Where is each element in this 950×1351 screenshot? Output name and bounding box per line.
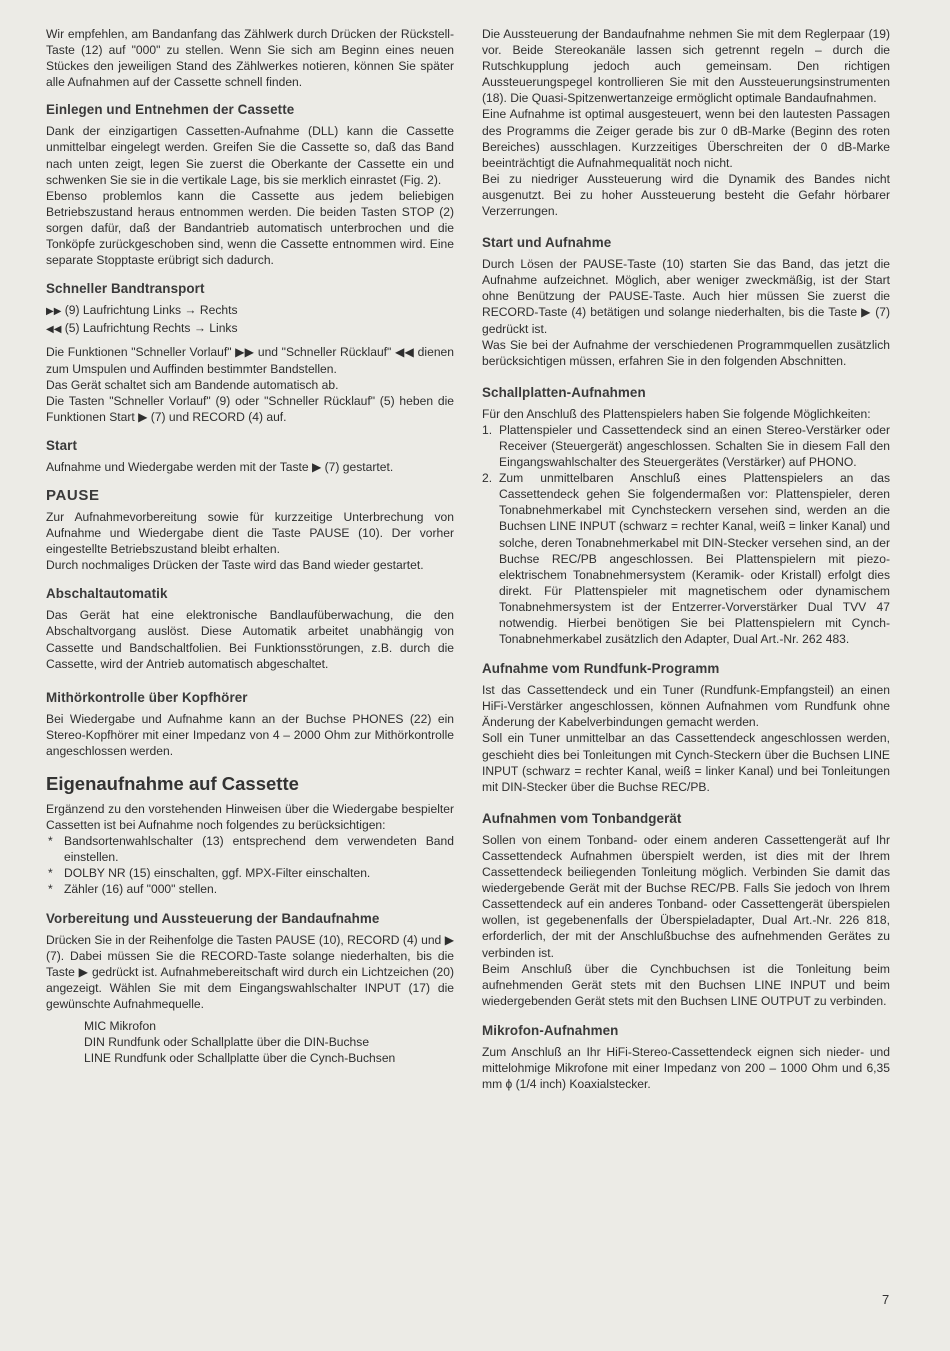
page-number: 7	[882, 1292, 890, 1307]
rewind-icon: ◀◀	[46, 324, 62, 336]
bandtransport-paragraph-2: Das Gerät schaltet sich am Bandende automatisch ab.	[46, 377, 339, 392]
heading-schallplatten: Schallplatten-Aufnahmen	[482, 384, 646, 400]
einlegen-paragraph-1: Dank der einzigartigen Cassetten-Aufnahme (DLL) kann die Cassette unmittelbar eingelegt werden. Greifen Sie die Cassette so, daß das Band nach unten zeigt, legen Sie zuerst die Oberkante der Cassette ein und schwenken Sie sie in die vertikale Lage, bis sie merklich einrastet (Fig. 2).	[46, 124, 454, 187]
transport-list	[46, 302, 454, 338]
list-item: 1. Plattenspieler und Cassettendeck sind an einen Stereo-Verstärker oder Receiver (Steuergerät) angeschlossen. Schalten Sie in diesem Fall den Eingangswahlschalter des Steuergerätes (Verstärker) auf PHONO.	[482, 422, 890, 470]
list-item: * Zähler (16) auf "000" stellen.	[48, 882, 218, 897]
einlegen-paragraph-2: Ebenso problemlos kann die Cassette aus jedem beliebigen Betriebszustand heraus entnommen werden. Die beiden Tasten STOP (2) sorgen dafür, daß der Bandantrieb automatisch unterbrochen und die Tonköpfe zurückgeschoben sind, wenn die Cassette entnommen wird. Eine separate Stopptaste erübrigt sich dadurch.	[46, 188, 454, 268]
eigenaufnahme-paragraph: Ergänzend zu den vorstehenden Hinweisen über die Wiedergabe bespielter Cassetten ist bei Aufnahme noch folgendes zu berücksichtigen:	[46, 802, 454, 833]
fast-forward-item	[46, 302, 454, 320]
input-source-item: DIN Rundfunk oder Schallplatte über die DIN-Buchse	[84, 1035, 370, 1050]
rewind-text: (5) Laufrichtung Rechts → Links	[64, 321, 238, 336]
heading-mikrofon: Mikrofon-Aufnahmen	[482, 1022, 619, 1038]
intro-paragraph: Wir empfehlen, am Bandanfang das Zählwerk durch Drücken der Rückstell-Taste (12) auf "000" zu stellen. Wenn Sie sich am Beginn eines neuen Stückes den jeweiligen Stand des Zählwerkes notieren, können Sie später alle Aufnahmen auf der Cassette schnell finden.	[46, 27, 454, 90]
bullet-mark: *	[48, 866, 53, 881]
schallplatten-list	[482, 422, 890, 647]
abschaltautomatik-paragraph: Das Gerät hat eine elektronische Bandlaufüberwachung, die den Abschaltvorgang auslöst. Diese Automatik arbeitet unabhängig von Cassette und Bandschaltfolien. Bei Funktionsstörungen, z.B. durch die Cassette, wird der Antrieb automatisch abgeschaltet.	[46, 608, 454, 671]
heading-abschaltautomatik: Abschaltautomatik	[46, 586, 168, 602]
bullet-mark: *	[48, 834, 53, 849]
heading-mithoerkontrolle: Mithörkontrolle über Kopfhörer	[46, 689, 248, 705]
vorbereitung-paragraph: Drücken Sie in der Reihenfolge die Tasten PAUSE (10), RECORD (4) und ▶ (7). Dabei müssen Sie die RECORD-Taste solange niederhalten, bis die Taste ▶ gedrückt ist. Aufnahmebereitschaft wird durch ein Lichtzeichen (20) angezeigt. Wählen Sie mit dem Eingangswahlschalter INPUT (17) die gewünschte Aufnahmequelle.	[46, 932, 454, 1011]
rundfunk-paragraph-2: Soll ein Tuner unmittelbar an das Cassettendeck angeschlossen werden, geschieht dies bei Tonleitungen mit Cynch-Steckern über die Buchsen LINE INPUT (schwarz = rechter Kanal, weiß = linker Kanal) und bei Tonleitungen mit DIN-Stecker über die Buchse REC/PB.	[482, 731, 890, 794]
aussteuerung-paragraph-1: Die Aussteuerung der Bandaufnahme nehmen Sie mit dem Reglerpaar (19) vor. Beide Stereokanäle lassen sich getrennt regeln – durch die Rutschkupplung jedoch auch gemeinsam. Den richtigen Aussteuerungspegel kontrollieren Sie mit den Aussteuerungsinstrumenten (18). Die Quasi-Spitzenwertanzeige ermöglicht optimale Bandaufnahmen.	[482, 27, 890, 106]
mithoerkontrolle-paragraph: Bei Wiedergabe und Aufnahme kann an der Buchse PHONES (22) ein Stereo-Kopfhörer mit einer Impedanz von 4 – 2000 Ohm zur Mithörkontrolle angeschlossen werden.	[46, 711, 454, 758]
aussteuerung-paragraph-3: Bei zu niedriger Aussteuerung wird die Dynamik des Bandes nicht ausgenutzt. Bei zu hoher Aussteuerung besteht die Gefahr hörbarer Verzerrungen.	[482, 171, 890, 219]
rundfunk-paragraph-1: Ist das Cassettendeck und ein Tuner (Rundfunk-Empfangsteil) an einen HiFi-Verstärker angeschlossen, können Aufnahmen vom Rundfunk ohne Änderung der Kabelverbindungen gemacht werden.	[482, 683, 890, 730]
pause-paragraph-1: Zur Aufnahmevorbereitung sowie für kurzzeitige Unterbrechung von Aufnahme und Wiedergabe dient die Taste PAUSE (10). Der vorher eingestellte Betriebszustand bleibt erhalten.	[46, 509, 454, 557]
heading-pause: PAUSE	[46, 486, 100, 504]
bandtransport-paragraph-1: Die Funktionen "Schneller Vorlauf" ▶▶ und "Schneller Rücklauf" ◀◀ dienen zum Umspulen und Auffinden bestimmter Bandstellen.	[46, 345, 454, 376]
heading-start: Start	[46, 437, 78, 453]
bandtransport-paragraph-3: Die Tasten "Schneller Vorlauf" (9) oder "Schneller Rücklauf" (5) heben die Funktionen Start ▶ (7) und RECORD (4) auf.	[46, 393, 454, 424]
tonbandgeraet-paragraph-1: Sollen von einem Tonband- oder einem anderen Cassettengerät auf Ihr Cassettendeck Aufnahmen überspielt werden, ist dies mit der Ihrem Cassettendeck beiliegenden Tonleitung möglich. Verbinden Sie damit das wiedergebende Gerät mit der Buchse REC/PB. Falls Sie jedoch von Ihrem Cassettendeck auf ein anderes Tonband- oder Cassettengerät überspielen wollen, ist gegebenenfalls der Überspieladapter, Dual Art.-Nr. 226 818, erforderlich, der mit der Anschlußbuchse des aufnehmenden Gerätes zu verbinden ist.	[482, 832, 890, 960]
main-heading-eigenaufnahme: Eigenaufnahme auf Cassette	[46, 773, 299, 794]
heading-einlegen: Einlegen und Entnehmen der Cassette	[46, 102, 295, 118]
schallplatten-paragraph: Für den Anschluß des Plattenspielers haben Sie folgende Möglichkeiten:	[482, 406, 871, 421]
tonbandgeraet-paragraph-2: Beim Anschluß über die Cynchbuchsen ist die Tonleitung beim aufnehmenden Gerät stets mit den Buchsen LINE INPUT und beim wiedergebenden Gerät stets mit den Buchsen LINE OUTPUT zu verbinden.	[482, 961, 890, 1008]
bullet-mark: *	[48, 882, 53, 897]
input-source-list	[46, 1018, 454, 1066]
list-item: 2. Zum unmittelbaren Anschluß eines Plattenspielers an das Cassettendeck gehen Sie folgendermaßen vor: Plattenspieler, deren Tonabnehmerkabel mit Cynchsteckern versehen sind, werden an die Buchsen LINE INPUT (schwarz = rechter Kanal, weiß = linker Kanal) und solche, deren Tonabnehmerkabel mit DIN-Stecker versehen sind, an der Buchse REC/PB angeschlossen. Bei Plattenspielern mit piezo-elektrischem Tonabnehmersystem (Keramik- oder Kristall) erfolgt dies direkt. Für Plattenspieler mit magnetischem oder dynamischem Tonabnehmersystem ist der Entzerrer-Vorverstärker Dual TVV 47 notwendig. Hierbei benötigen Sie bei Plattenspielern mit Cynch-Tonabnehmerkabel zusätzlich den Adapter, Dual Art.-Nr. 262 483.	[482, 471, 890, 647]
left-column	[46, 26, 454, 1066]
fast-forward-icon: ▶▶	[46, 306, 62, 318]
heading-tonbandgeraet: Aufnahmen vom Tonbandgerät	[482, 810, 682, 826]
input-source-item: LINE Rundfunk oder Schallplatte über die Cynch-Buchsen	[84, 1051, 396, 1066]
right-column	[482, 26, 890, 1092]
mikrofon-paragraph: Zum Anschluß an Ihr HiFi-Stereo-Cassettendeck eignen sich nieder- und mittelohmige Mikrofone mit einer Impedanz von 200 – 1000 Ohm und 6,35 mm ϕ (1/4 inch) Koaxialstecker.	[482, 1044, 890, 1092]
list-item: * Bandsortenwahlschalter (13) entsprechend dem verwendeten Band einstellen.	[48, 834, 454, 865]
aussteuerung-paragraph-2: Eine Aufnahme ist optimal ausgesteuert, wenn bei den lautesten Passagen des Programms die Zeiger gerade bis zur 0 dB-Marke (Beginn des roten Bereiches) ausschlagen. Kurzzeitiges Überschreiten der 0 dB-Marke beeinträchtigt die Aufnahmequalität noch nicht.	[482, 107, 890, 170]
pause-paragraph-2: Durch nochmaliges Drücken der Taste wird das Band wieder gestartet.	[46, 558, 424, 573]
input-source-item: MIC Mikrofon	[84, 1019, 156, 1034]
heading-start-aufnahme: Start und Aufnahme	[482, 235, 612, 251]
start-aufnahme-paragraph-2: Was Sie bei der Aufnahme der verschiedenen Programmquellen zusätzlich berücksichtigen müssen, erfahren Sie in den folgenden Abschnitten.	[482, 337, 890, 368]
list-item: * DOLBY NR (15) einschalten, ggf. MPX-Filter einschalten.	[48, 866, 371, 881]
start-paragraph: Aufnahme und Wiedergabe werden mit der Taste ▶ (7) gestartet.	[46, 459, 394, 474]
fast-forward-text: (9) Laufrichtung Links → Rechts	[64, 303, 238, 318]
start-aufnahme-paragraph-1: Durch Lösen der PAUSE-Taste (10) starten Sie das Band, das jetzt die Aufnahme aufzeichnet. Möglich, aber weniger zweckmäßig, ist der Start ohne Benützung der PAUSE-Taste. Auch hier müssen Sie zuerst die RECORD-Taste (4) betätigen und solange niederhalten, bis die Taste ▶ (7) gedrückt ist.	[482, 257, 890, 336]
heading-bandtransport: Schneller Bandtransport	[46, 281, 205, 297]
eigenaufnahme-list	[46, 833, 454, 897]
heading-rundfunk: Aufnahme vom Rundfunk-Programm	[482, 661, 720, 677]
rewind-item	[46, 320, 454, 338]
heading-vorbereitung: Vorbereitung und Aussteuerung der Bandaufnahme	[46, 910, 380, 926]
